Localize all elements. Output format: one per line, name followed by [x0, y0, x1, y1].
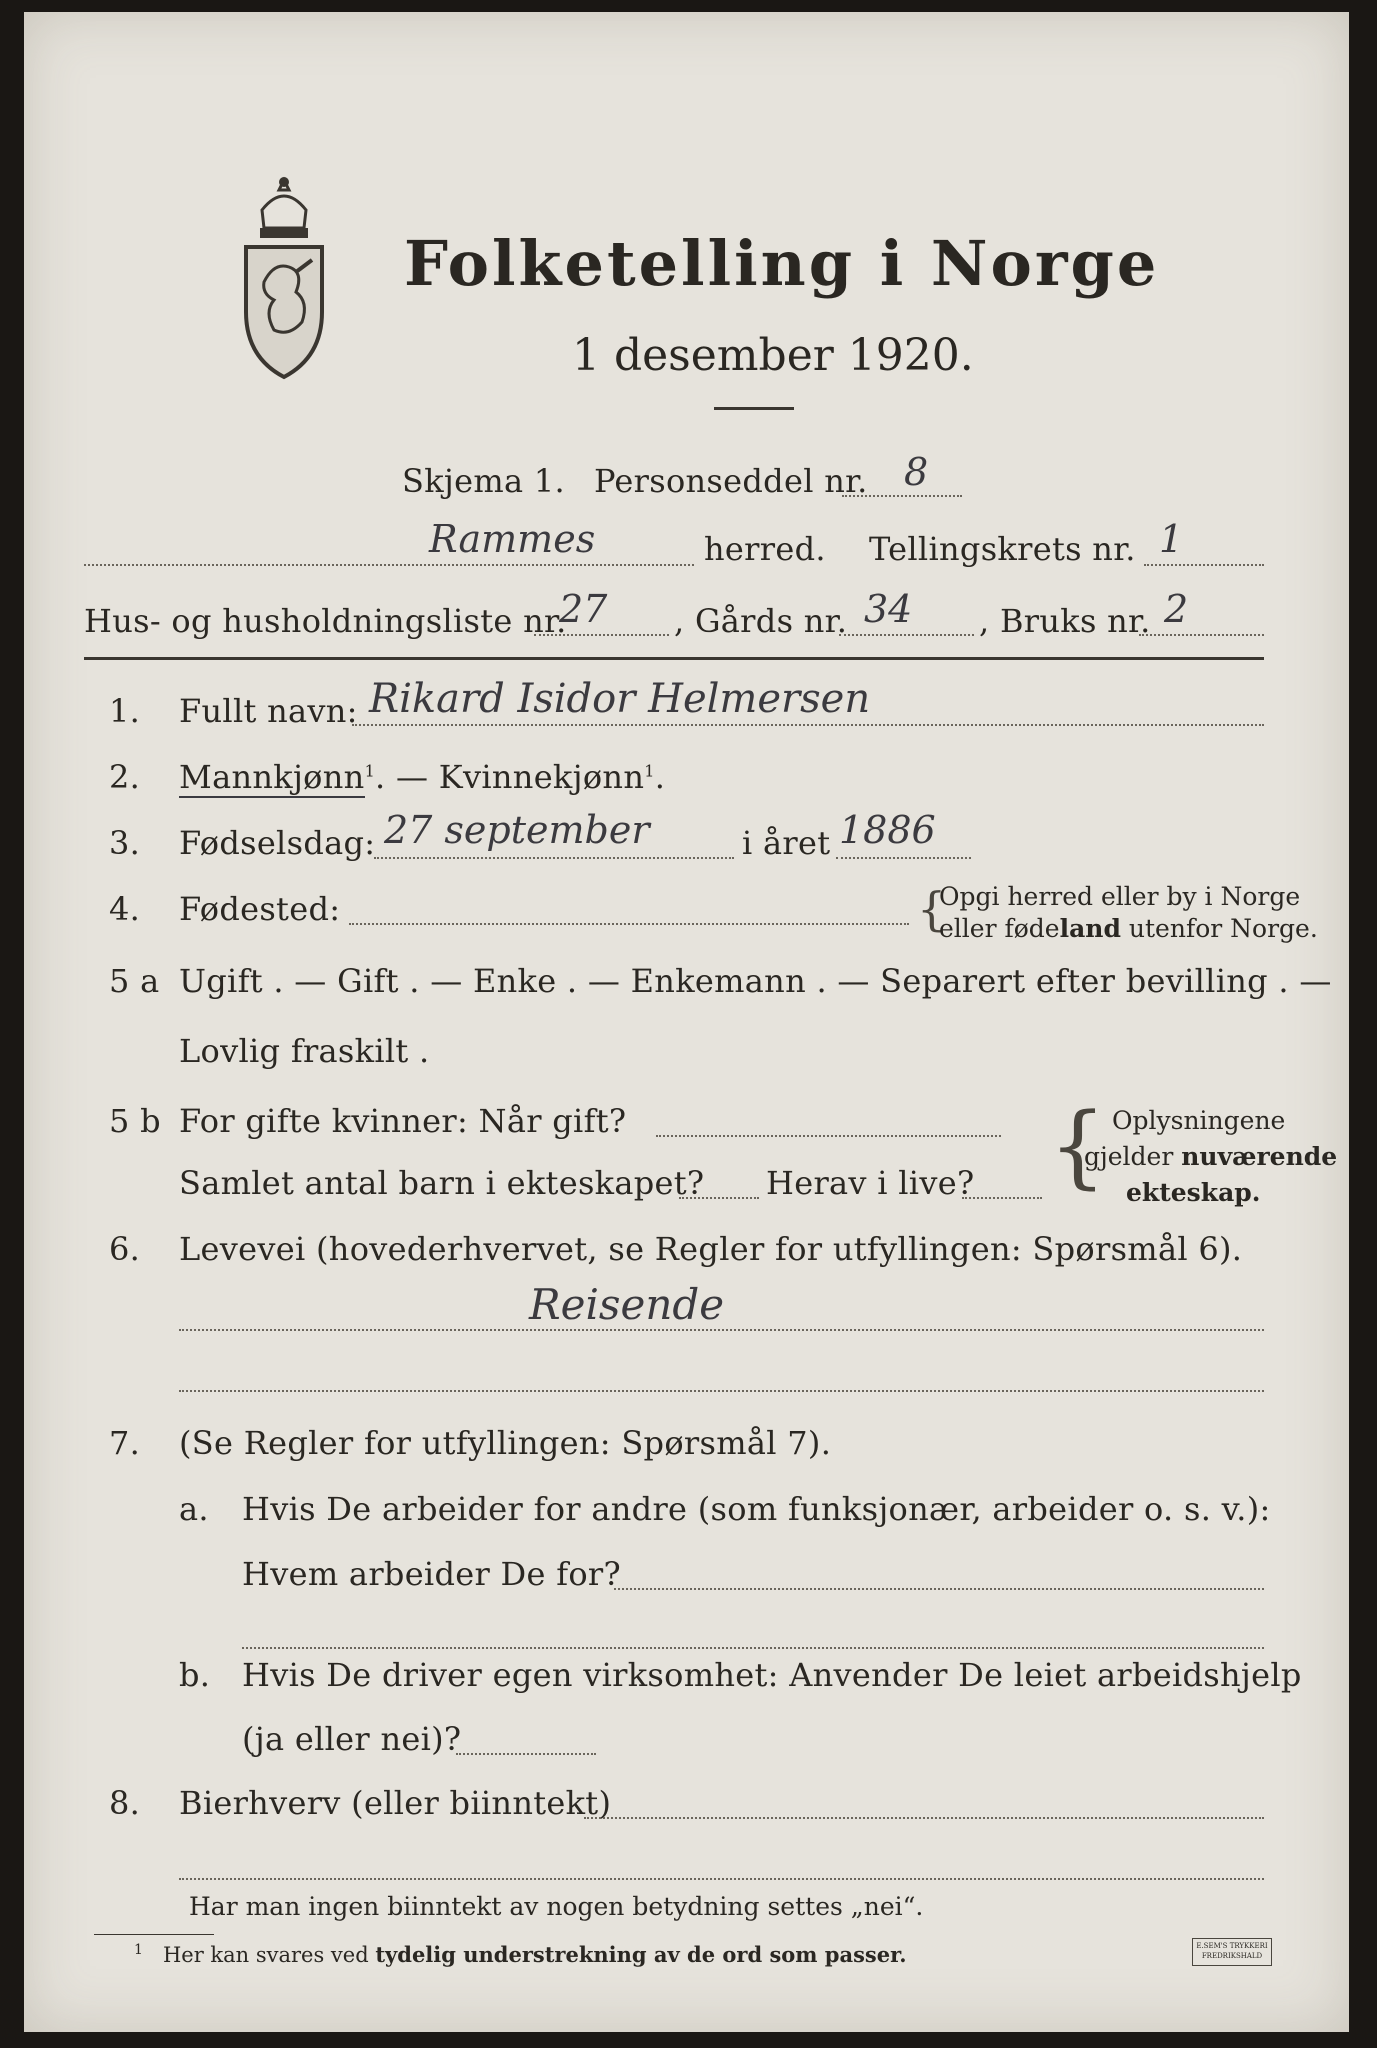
footnote-mark: 1 [134, 1942, 143, 1958]
personseddel-label: Personseddel nr. [594, 462, 868, 500]
form-date: 1 desember 1920. [572, 330, 974, 381]
q6-line-1 [179, 1329, 1264, 1331]
q7-number: 7. [109, 1424, 141, 1462]
gards-label: , Gårds nr. [674, 602, 848, 640]
q3-year-label: i året [742, 824, 831, 862]
q6-label: Levevei (hovederhvervet, se Regler for utfyllingen: Spørsmål 6). [179, 1230, 1243, 1268]
q3-year-line [836, 857, 971, 859]
q2-number: 2. [109, 758, 141, 796]
q5b-line-3 [962, 1197, 1042, 1199]
q5b-number: 5 b [109, 1102, 161, 1140]
q7a-label-2: Hvem arbeider De for? [242, 1555, 621, 1593]
q5b-label-3: Herav i live? [766, 1164, 975, 1202]
q5b-note-3: ekteskap. [1126, 1178, 1261, 1207]
herred-underline [84, 564, 694, 566]
printer-stamp-line-2: FREDRIKSHALD [1201, 1952, 1263, 1960]
q1-number: 1. [109, 692, 141, 730]
q4-note-2c: utenfor Norge. [1128, 914, 1318, 943]
personseddel-value: 8 [904, 450, 929, 494]
q6-value: Reisende [529, 1280, 725, 1329]
q3-label: Fødselsdag: [179, 824, 376, 862]
q6-number: 6. [109, 1230, 141, 1268]
q7b-line [456, 1753, 596, 1755]
q3-line [374, 857, 734, 859]
form-title: Folketelling i Norge [404, 227, 1160, 300]
q4-note-2 [939, 914, 1318, 943]
hus-label: Hus- og husholdningsliste nr. [84, 602, 567, 640]
footnote-text-b: tydelig understrekning av de ord som passer. [375, 1942, 907, 1967]
census-form [24, 12, 1349, 2032]
footnote-text-a: Her kan svares ved [162, 1943, 369, 1967]
tellingskrets-line [1144, 564, 1264, 566]
q7-label: (Se Regler for utfyllingen: Spørsmål 7). [179, 1424, 832, 1462]
q4-number: 4. [109, 890, 141, 928]
herred-value: Rammes [429, 517, 596, 561]
q8-line-2 [179, 1878, 1264, 1880]
printer-stamp-line-1: E.SEM'S TRYKKERI [1196, 1942, 1268, 1950]
gards-value: 34 [864, 587, 913, 631]
q2-text [179, 758, 665, 796]
footnote-divider [94, 1934, 214, 1935]
bruks-label: , Bruks nr. [979, 602, 1151, 640]
q7b-label: Hvis De driver egen virksomhet: Anvender De leiet arbeidshjelp [242, 1656, 1302, 1694]
q5a-text-2: Lovlig fraskilt . [179, 1032, 430, 1070]
q7a-line-1 [614, 1588, 1264, 1590]
title-divider [714, 407, 794, 410]
section-divider [84, 657, 1264, 660]
q5b-line-1 [656, 1135, 1001, 1137]
hus-value: 27 [559, 587, 608, 631]
coat-of-arms-icon [234, 172, 334, 382]
q5b-brace: { [1049, 1094, 1107, 1199]
footnote [134, 1942, 907, 1967]
q5b-note-1: Oplysningene [1112, 1106, 1286, 1135]
q1-value: Rikard Isidor Helmersen [369, 676, 871, 722]
q4-label: Fødested: [179, 890, 341, 928]
q2-sup-2: 1 [644, 761, 655, 781]
q5b-label-2: Samlet antal barn i ekteskapet? [179, 1164, 705, 1202]
q5b-label: For gifte kvinner: Når gift? [179, 1102, 627, 1140]
q1-label: Fullt navn: [179, 692, 358, 730]
q7b-number: b. [179, 1656, 211, 1694]
q6-line-2 [179, 1390, 1264, 1392]
q4-note-2b: land [1059, 914, 1121, 943]
q2-sup-1: 1 [364, 761, 376, 781]
q8-label: Bierhverv (eller biinntekt) [179, 1784, 612, 1822]
q5b-note-2a: gjelder [1084, 1142, 1174, 1171]
q2-end: . [654, 758, 666, 796]
schema-label: Skjema 1. [402, 462, 565, 500]
q2-mannkjonn: Mannkjønn [179, 758, 365, 796]
q4-note-1: Opgi herred eller by i Norge [939, 882, 1301, 911]
bruks-line [1139, 634, 1264, 636]
q2-kvinnekjonn: . — Kvinnekjønn [375, 758, 645, 796]
q8-line-1 [584, 1817, 1264, 1819]
q5a-text: Ugift . — Gift . — Enke . — Enkemann . — Separert efter bevilling . — [179, 962, 1332, 1000]
q5a-number: 5 a [109, 962, 160, 1000]
q7a-label: Hvis De arbeider for andre (som funksjonær, arbeider o. s. v.): [242, 1490, 1271, 1528]
q8-number: 8. [109, 1784, 141, 1822]
q7a-number: a. [179, 1490, 209, 1528]
printer-stamp [1192, 1938, 1272, 1966]
q5b-line-2 [679, 1197, 759, 1199]
q4-note-2a: eller føde [939, 914, 1060, 943]
biinntekt-note: Har man ingen biinntekt av nogen betydning settes „nei“. [189, 1892, 924, 1921]
q1-line [352, 724, 1264, 726]
q3-year-value: 1886 [839, 808, 936, 852]
q3-value: 27 september [384, 808, 650, 852]
bruks-value: 2 [1164, 587, 1189, 631]
q7b-label-2: (ja eller nei)? [242, 1720, 462, 1758]
herred-label: herred. [704, 530, 826, 568]
personseddel-line [842, 495, 962, 497]
q3-number: 3. [109, 824, 141, 862]
tellingskrets-label: Tellingskrets nr. [869, 530, 1136, 568]
hus-line [534, 634, 669, 636]
q4-brace: { [917, 882, 947, 936]
q4-line [349, 923, 909, 925]
q7a-line-2 [242, 1647, 1264, 1649]
gards-line [839, 634, 974, 636]
q5b-note-2b: nuværende [1181, 1142, 1338, 1171]
q5b-note-2 [1084, 1142, 1337, 1171]
tellingskrets-value: 1 [1159, 517, 1184, 561]
